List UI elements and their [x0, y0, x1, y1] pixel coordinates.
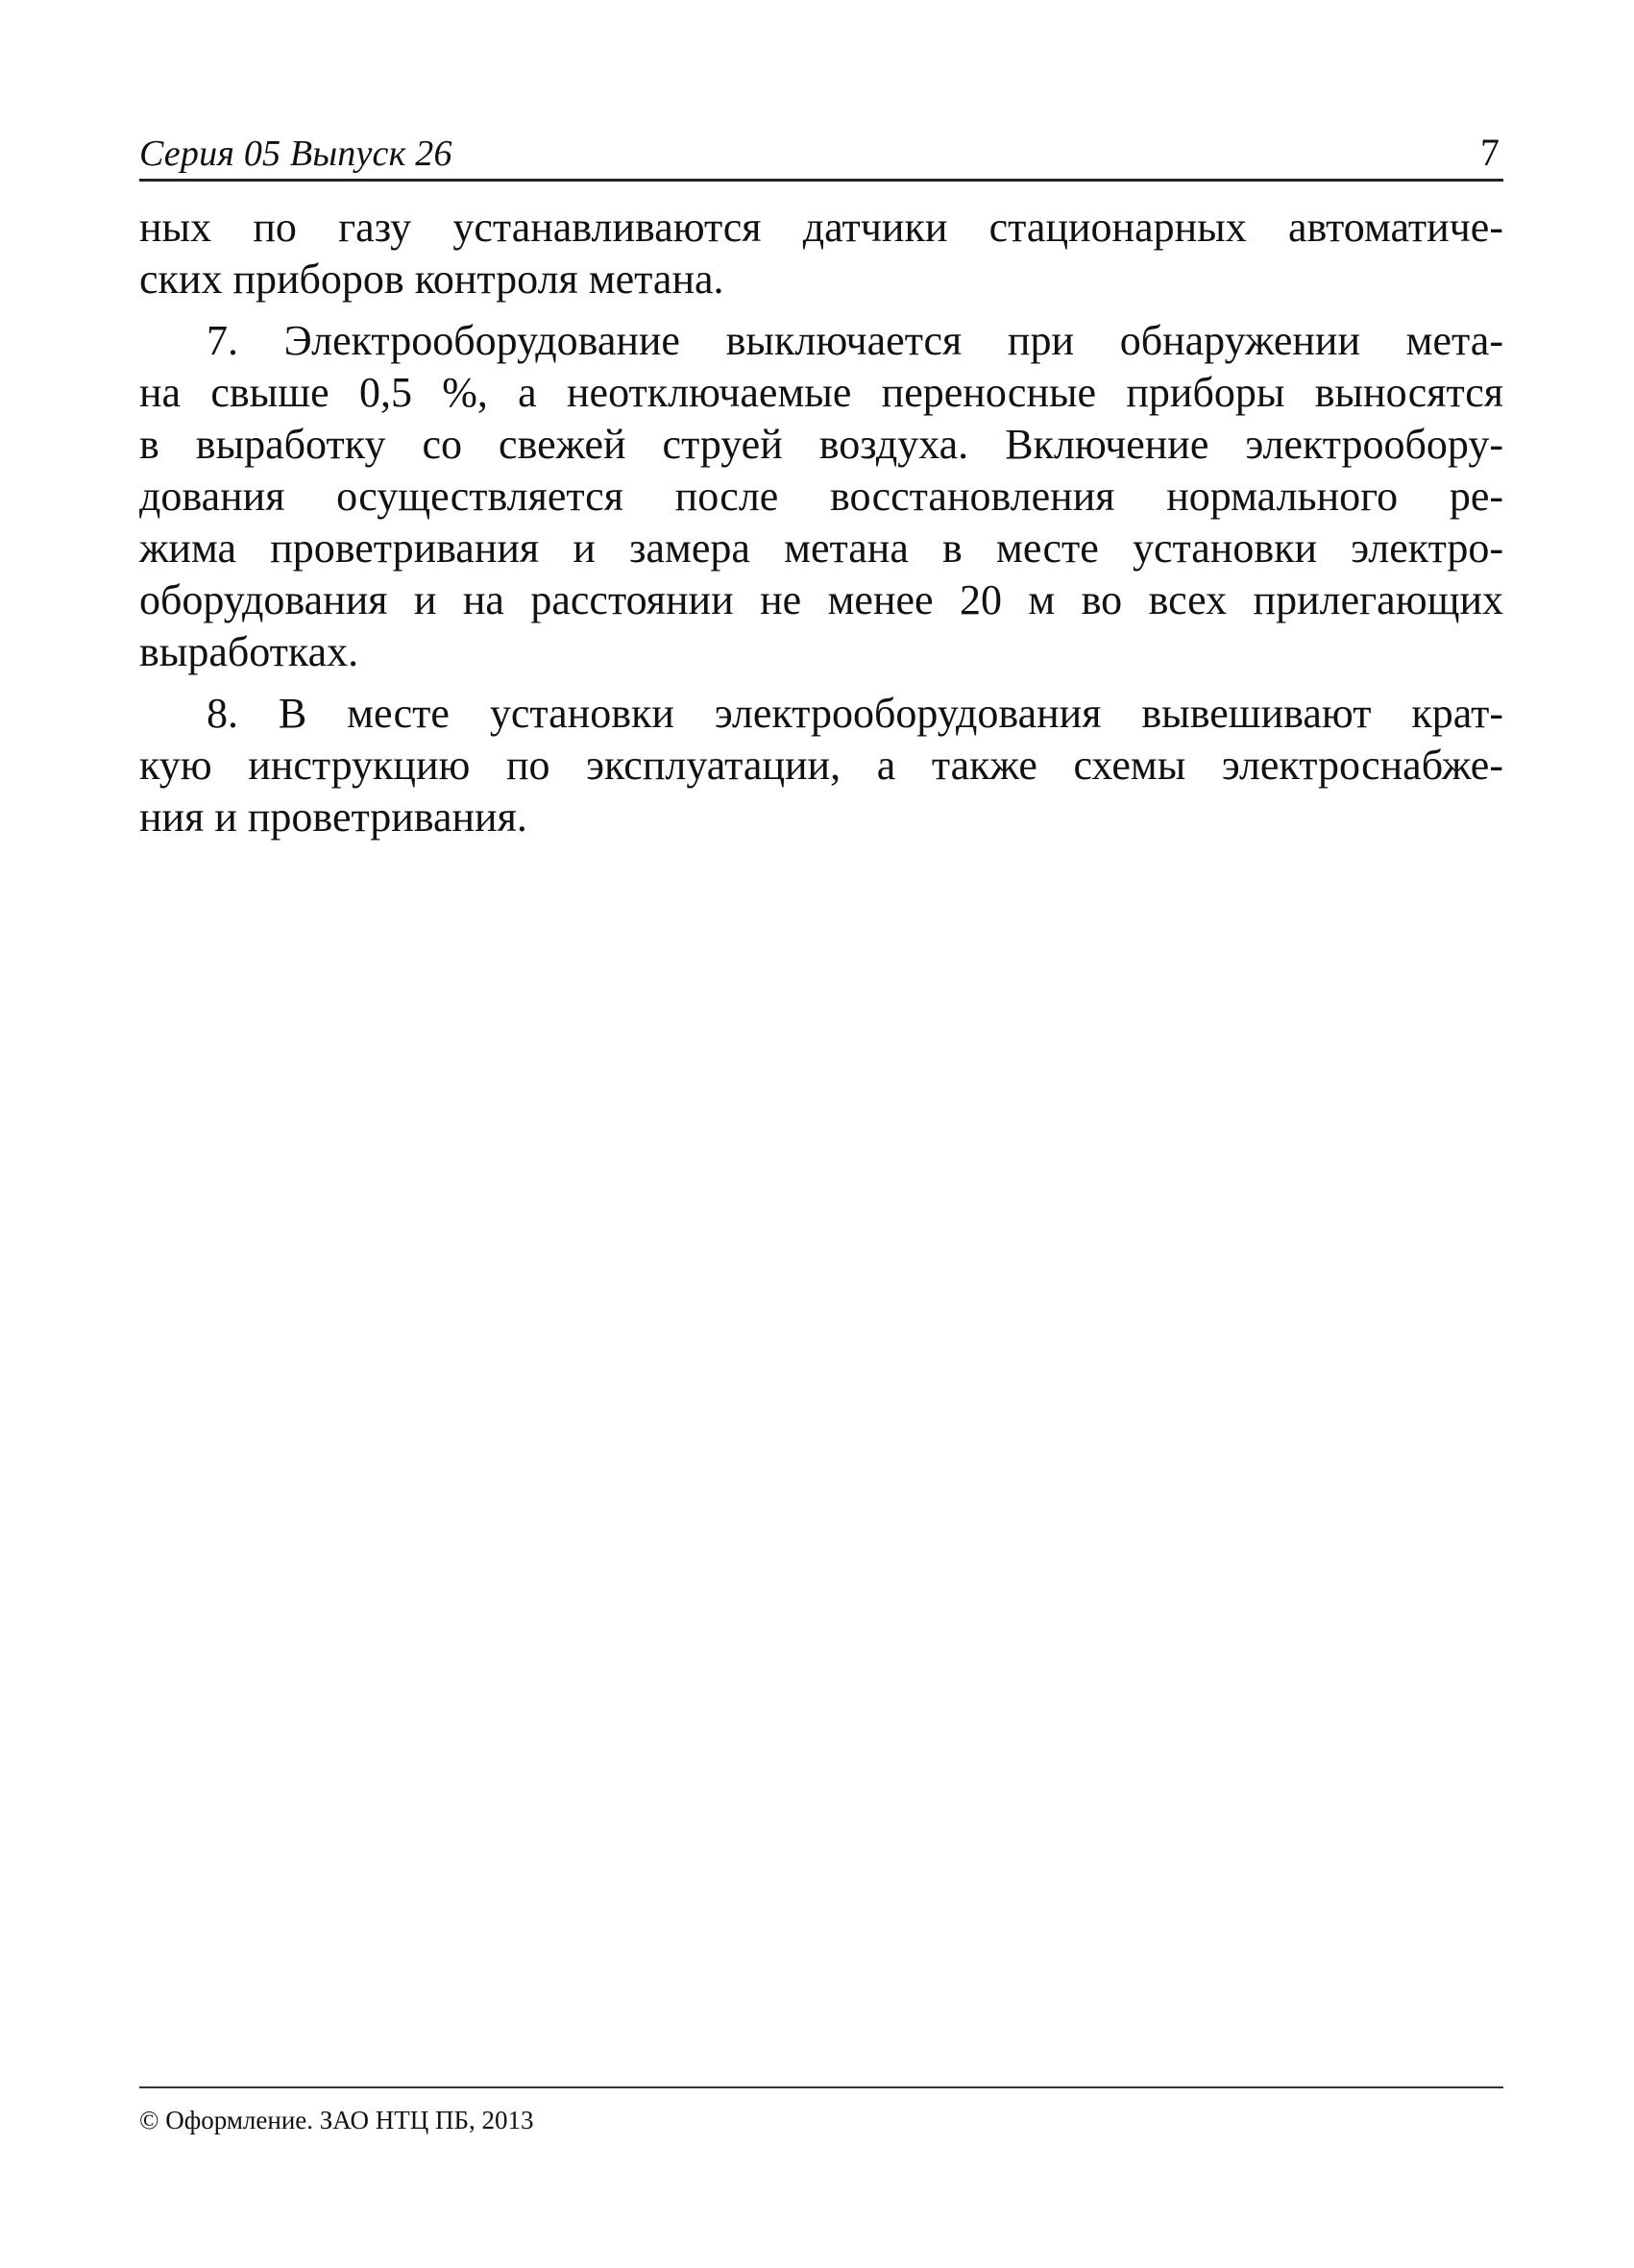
- text-line: дования осуществляется после восстановления нормального ре-: [139, 473, 1503, 520]
- paragraph-item-7: [139, 315, 1503, 678]
- text-line: на свыше 0,5 %, а неотключаемые переносные приборы выносятся: [139, 369, 1503, 416]
- paragraph-item-8: [139, 688, 1503, 843]
- page-header: [139, 125, 1503, 182]
- text-line: ния и проветривания.: [139, 793, 527, 841]
- text-line: оборудования и на расстоянии не менее 20 м во всех прилегающих: [139, 576, 1503, 623]
- text-line: 8. В месте установки электрооборудования вывешивают крат-: [207, 690, 1503, 737]
- page-number: 7: [1480, 131, 1500, 174]
- page-footer: [139, 2086, 1503, 2135]
- text-line: выработках.: [139, 628, 359, 675]
- text-line: 7. Электрооборудование выключается при обнаружении мета-: [207, 317, 1503, 364]
- text-line: ных по газу устанавливаются датчики стационарных автоматиче-: [139, 204, 1503, 251]
- text-line: жима проветривания и замера метана в месте установки электро-: [139, 524, 1503, 572]
- text-line: в выработку со свежей струей воздуха. Включение электрообору-: [139, 421, 1503, 468]
- body-text: [139, 202, 1503, 843]
- text-line: ских приборов контроля метана.: [139, 256, 724, 303]
- series-title: Серия 05 Выпуск 26: [139, 134, 452, 174]
- copyright-notice: © Оформление. ЗАО НТЦ ПБ, 2013: [139, 2106, 534, 2134]
- text-line: кую инструкцию по эксплуатации, а также схемы электроснабже-: [139, 742, 1503, 789]
- paragraph-continuation: [139, 202, 1503, 305]
